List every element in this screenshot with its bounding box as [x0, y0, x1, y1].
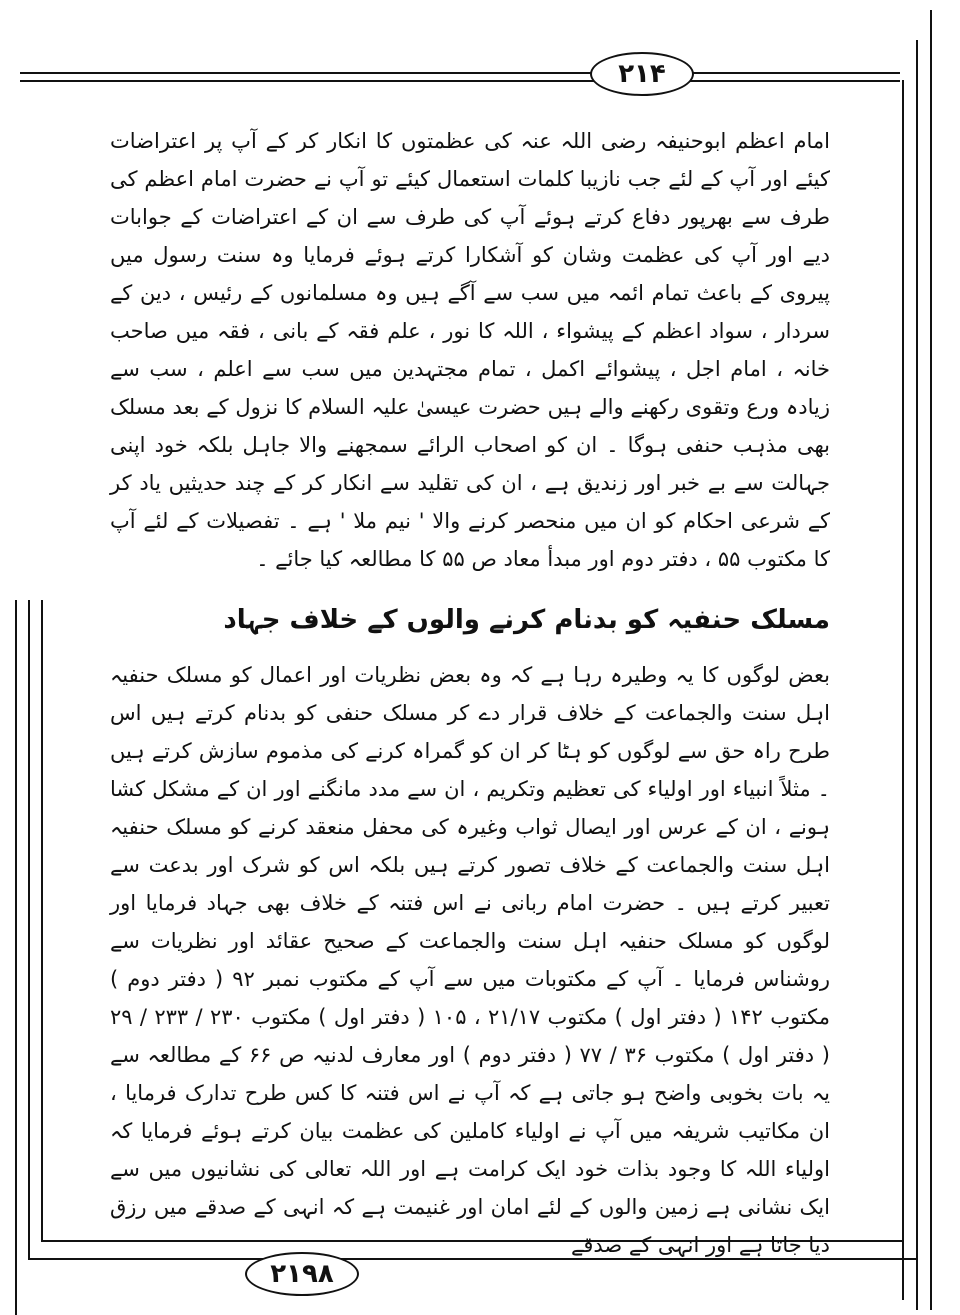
- frame-top-line-inner: [20, 80, 900, 82]
- frame-top-line: [20, 72, 900, 74]
- frame-right-line-inner: [902, 80, 904, 1300]
- top-page-number: ۲۱۴: [590, 52, 694, 96]
- frame-left-line-outer: [15, 600, 17, 1315]
- bottom-page-number: ۲۱۹۸: [245, 1252, 359, 1296]
- frame-right-line-outer: [930, 10, 932, 1310]
- frame-left-line-mid: [28, 600, 30, 1260]
- section-paragraph: بعض لوگوں کا یہ وطیرہ رہا ہے کہ وہ بعض نظریات اور اعمال کو مسلک حنفیہ اہل سنت والجماعت کے خلاف قرار دے کر مسلک حنفی کو بدنام کرتے ہیں اس طرح راہ حق سے لوگوں کو ہٹا کر ان کو گمراہ کرنے کی مذموم سازش کرتے ہیں ۔ مثلاً انبیاء اور اولیاء کی تعظیم وتکریم ، ان سے مدد مانگنے اور ان کے مشکل کشا ہونے ، ان کے عرس اور ایصال ثواب وغیرہ کی محفل منعقد کرنے کو مسلک حنفیہ اہل سنت والجماعت کے خلاف تصور کرتے ہیں بلکہ اس کو شرک اور بدعت سے تعبیر کرتے ہیں ۔ حضرت امام ربانی نے اس فتنہ کے خلاف بھی جہاد فرمایا اور لوگوں کو مسلک حنفیہ اہل سنت والجماعت کے صحیح عقائد اور نظریات سے روشناس فرمایا ۔ آپ کے مکتوبات میں سے آپ کے مکتوب نمبر ۹۲ ( دفتر دوم ) مکتوب ۱۴۲ ( دفتر اول ) مکتوب ۲۱/۱۷ ، ۱۰۵ ( دفتر اول ) مکتوب ۲۳۰ / ۲۳۳ / ۲۹ ( دفتر اول ) مکتوب ۳۶ / ۷۷ ( دفتر دوم ) اور معارف لدنیہ ص ۶۶ کے مطالعہ سے یہ بات بخوبی واضح ہو جاتی ہے کہ آپ نے اس فتنہ کا کس طرح تدارک فرمایا ، ان مکاتیب شریفہ میں آپ نے اولیاء کاملین کی عظمت بیان کرتے ہوئے فرمایا کہ اولیاء اللہ کا وجود بذات خود ایک کرامت ہے اور اللہ تعالی کی نشانیوں میں سے ایک نشانی ہے زمین والوں کے لئے امان اور غنیمت ہے کہ انہی کے صدقے میں رزق دیا جاتا ہے اور انہی کے صدقے: [110, 663, 830, 1257]
- frame-right-line-mid: [916, 40, 918, 1310]
- frame-left-line-inner: [41, 600, 43, 1240]
- intro-paragraph: امام اعظم ابوحنیفہ رضی اللہ عنہ کی عظمتوں کا انکار کر کے آپ پر اعتراضات کیئے اور آپ کے لئے جب نازیبا کلمات استعمال کیئے تو آپ نے حضرت امام اعظم کی طرف سے بھرپور دفاع کرتے ہوئے آپ کی طرف سے ان کے اعتراضات کے جوابات دیے اور آپ کی عظمت وشان کو آشکارا کرتے ہوئے فرمایا وہ سنت رسول میں پیروی کے باعث تمام ائمہ میں سب سے آگے ہیں وہ مسلمانوں کے رئیس ، دین کے سردار ، سواد اعظم کے پیشواء ، اللہ کا نور ، علم فقہ کے بانی ، فقہ میں صاحب خانہ ، امام اجل ، پیشوائے اکمل ، تمام مجتہدین میں سب سے اعلم ، سب سے زیادہ ورع وتقوی رکھنے والے ہیں حضرت عیسیٰ علیہ السلام کا نزول کے بعد مسلک بھی مذہب حنفی ہوگا ۔ ان کو اصحاب الرائے سمجھنے والا جاہل بلکہ خود اپنی جہالت سے بے خبر اور زندیق ہے ، ان کی تقلید سے انکار کر کے چند حدیثیں یاد کر کے شرعی احکام کو ان میں منحصر کرنے والا ' نیم ملا ' ہے ۔ تفصیلات کے لئے آپ کا مکتوب ۵۵ ، دفتر دوم اور مبدأ معاد ص ۵۵ کا مطالعہ کیا جائے ۔: [110, 129, 830, 571]
- section-heading: مسلک حنفیہ کو بدنام کرنے والوں کے خلاف جہاد: [223, 605, 830, 635]
